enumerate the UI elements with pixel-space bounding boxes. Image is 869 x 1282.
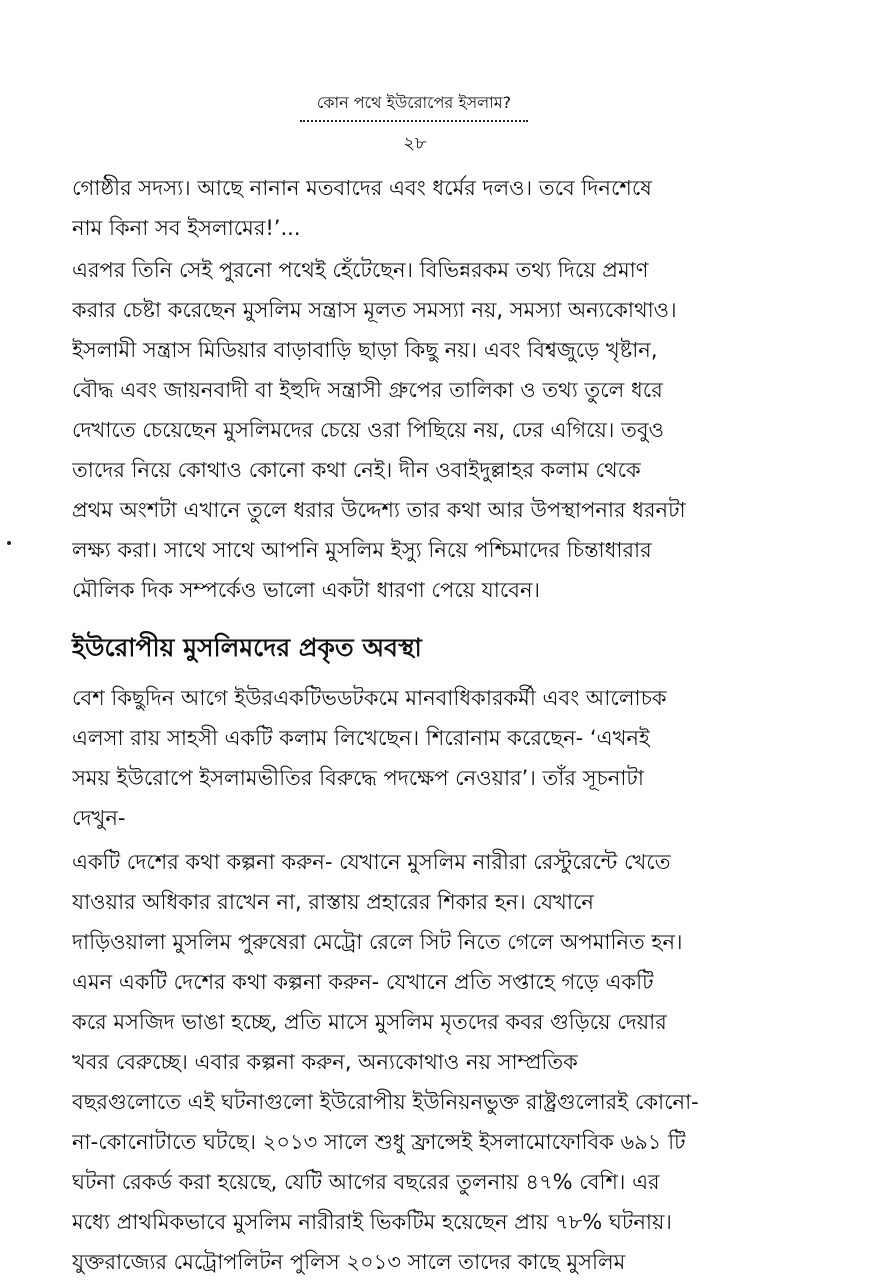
text-line: বছরগুলোতে এই ঘটনাগুলো ইউরোপীয় ইউনিয়নভুক্ত রাষ্ট্রগুলোরই কোনো-	[72, 1090, 699, 1114]
text-line: বেশ কিছুদিন আগে ইউরএকটিভডটকমে মানবাধিকারকর্মী এবং আলোচক	[72, 686, 667, 710]
margin-speck	[7, 541, 11, 545]
paragraph-3	[72, 678, 824, 838]
text-line: একটি দেশের কথা কল্পনা করুন- যেখানে মুসলিম নারীরা রেস্টুরেন্টে খেতে	[72, 850, 671, 874]
text-line: প্রথম অংশটা এখানে তুলে ধরার উদ্দেশ্য তার কথা আর উপস্থাপনার ধরনটা	[72, 498, 686, 522]
text-line: বৌদ্ধ এবং জায়নবাদী বা ইহুদি সন্ত্রাসী গ্রুপের তালিকা ও তথ্য তুলে ধরে	[72, 378, 663, 402]
text-line: এরপর তিনি সেই পুরনো পথেই হেঁটেছেন। বিভিন্নরকম তথ্য দিয়ে প্রমাণ	[72, 258, 649, 282]
paragraph-4	[72, 842, 824, 1282]
section-heading: ইউরোপীয় মুসলিমদের প্রকৃত অবস্থা	[72, 633, 422, 662]
text-line: দাড়িওয়ালা মুসলিম পুরুষেরা মেট্রো রেলে সিট নিতে গেলে অপমানিত হন।	[72, 930, 683, 954]
header-dotted-rule	[300, 120, 528, 122]
text-line: না-কোনোটাতে ঘটছে। ২০১৩ সালে শুধু ফ্রান্সেই ইসলামোফোবিক ৬৯১ টি	[72, 1130, 686, 1154]
text-line: খবর বেরুচ্ছে। এবার কল্পনা করুন, অন্যকোথাও নয় সাম্প্রতিক	[72, 1050, 578, 1074]
text-line: যাওয়ার অধিকার রাখেন না, রাস্তায় প্রহারের শিকার হন। যেখানে	[72, 890, 594, 914]
text-line: দেখুন-	[72, 806, 126, 830]
text-line: করে মসজিদ ভাঙা হচ্ছে, প্রতি মাসে মুসলিম মৃতদের কবর গুড়িয়ে দেয়ার	[72, 1010, 667, 1034]
text-line: তাদের নিয়ে কোথাও কোনো কথা নেই। দীন ওবাইদুল্লাহর কলাম থেকে	[72, 458, 641, 482]
running-title: কোন পথে ইউরোপের ইসলাম?	[316, 93, 512, 112]
text-line: সময় ইউরোপে ইসলামভীতির বিরুদ্ধে পদক্ষেপ নেওয়ার’। তাঁর সূচনাটা	[72, 766, 644, 790]
text-line: এলসা রায় সাহসী একটি কলাম লিখেছেন। শিরোনাম করেছেন- ‘এখনই	[72, 726, 650, 750]
text-line: ঘটনা রেকর্ড করা হয়েছে, যেটি আগের বছরের তুলনায় ৪৭% বেশি। এর	[72, 1170, 660, 1194]
paragraph-2	[72, 250, 824, 610]
text-line: যুক্তরাজ্যের মেট্রোপলিটন পুলিস ২০১৩ সালে তাদের কাছে মুসলিম	[72, 1250, 626, 1274]
text-line: লক্ষ্য করা। সাথে সাথে আপনি মুসলিম ইস্যু নিয়ে পশ্চিমাদের চিন্তাধারার	[72, 538, 652, 562]
text-line: এমন একটি দেশের কথা কল্পনা করুন- যেখানে প্রতি সপ্তাহে গড়ে একটি	[72, 970, 654, 994]
text-line: করার চেষ্টা করেছেন মুসলিম সন্ত্রাস মূলত সমস্যা নয়, সমস্যা অন্যকোথাও।	[72, 298, 677, 322]
page-number: ২৮	[403, 133, 427, 154]
text-line: দেখাতে চেয়েছেন মুসলিমদের চেয়ে ওরা পিছিয়ে নয়, ঢের এগিয়ে। তবুও	[72, 418, 664, 442]
text-line: ইসলামী সন্ত্রাস মিডিয়ার বাড়াবাড়ি ছাড়া কিছু নয়। এবং বিশ্বজুড়ে খৃষ্টান,	[72, 338, 658, 362]
text-line: গোষ্ঠীর সদস্য। আছে নানান মতবাদের এবং ধর্মের দলও। তবে দিনশেষে	[72, 176, 652, 200]
paragraph-1	[72, 168, 824, 248]
text-line: মৌলিক দিক সম্পর্কেও ভালো একটা ধারণা পেয়ে যাবেন।	[72, 578, 541, 602]
text-line: নাম কিনা সব ইসলামের!’...	[72, 216, 301, 240]
text-line: মধ্যে প্রাথমিকভাবে মুসলিম নারীরাই ভিকটিম হয়েছেন প্রায় ৭৮% ঘটনায়।	[72, 1210, 672, 1234]
